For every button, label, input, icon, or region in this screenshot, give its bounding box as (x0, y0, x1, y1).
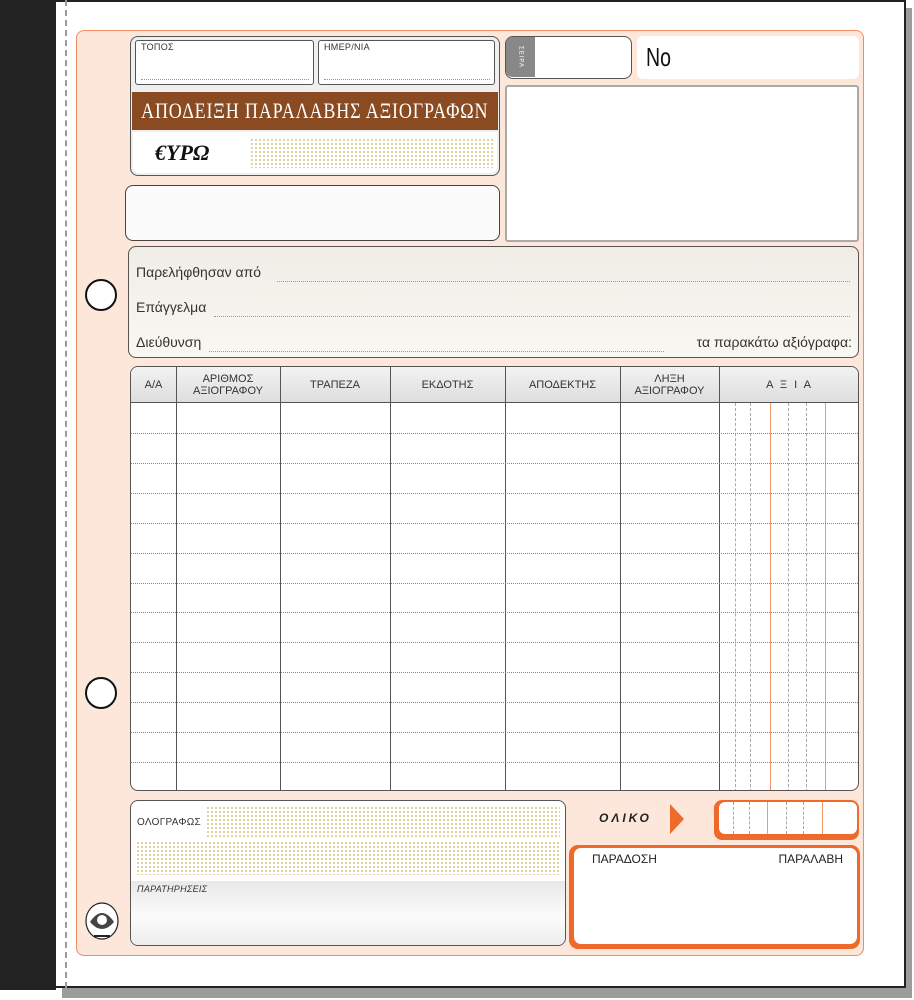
delivery-label: ΠΑΡΑΔΟΣΗ (592, 852, 657, 866)
series-label: ΣΕΙΡΑ (517, 46, 524, 68)
remarks-label: ΠΑΡΑΤΗΡΗΣΕΙΣ (137, 884, 208, 894)
in-words-label: ΟΛΟΓΡΑΦΩΣ (137, 817, 201, 828)
table-row-line (131, 702, 858, 703)
customer-stamp-box[interactable] (125, 185, 500, 241)
table-row-line (131, 583, 858, 584)
col-header-issuer: ΕΚΔΟΤΗΣ (421, 379, 474, 391)
received-from-field[interactable] (277, 281, 850, 282)
binder-hole-top (85, 279, 117, 311)
in-words-field-2[interactable] (136, 841, 560, 875)
company-info-box (505, 85, 859, 242)
following-label: τα παρακάτω αξιόγραφα: (696, 334, 852, 350)
total-subdivider (786, 802, 787, 834)
table-row-line (131, 493, 858, 494)
arrow-right-icon (670, 804, 684, 834)
col-divider (505, 367, 506, 790)
currency-label: €ΥΡΩ (155, 140, 210, 165)
publisher-logo-icon (84, 896, 120, 946)
table-row-line (131, 433, 858, 434)
table-header (131, 367, 858, 403)
binding-strip (0, 0, 56, 990)
perforation-line (65, 0, 67, 988)
total-subdivider (749, 802, 750, 834)
series-tab (506, 37, 535, 77)
date-line (324, 79, 490, 80)
col-divider (280, 367, 281, 790)
date-field[interactable] (318, 40, 495, 85)
received-from-label: Παρελήφθησαν από (136, 264, 262, 280)
col-header-expiry: ΛΗΞΗ ΑΞΙΟΓΡΑΦΟΥ (634, 373, 705, 397)
receipt-label: ΠΑΡΑΛΑΒΗ (778, 852, 843, 866)
recipient-block (128, 246, 859, 358)
table-row-line (131, 463, 858, 464)
securities-table (130, 366, 859, 791)
document-title: ΑΠΟΔΕΙΞΗ ΠΑΡΑΛΑΒΗΣ ΑΞΙΟΓΡΑΦΩΝ (141, 98, 489, 123)
col-header-aa: Α/Α (144, 379, 163, 391)
col-header-value: Α Ξ Ι Α (766, 379, 813, 391)
in-words-block (130, 800, 566, 946)
in-words-field-1[interactable] (206, 806, 560, 838)
address-field[interactable] (209, 351, 664, 352)
table-row-line (131, 523, 858, 524)
table-row-line (131, 732, 858, 733)
table-row-line (131, 612, 858, 613)
total-subdivider (803, 802, 804, 834)
table-row-line (131, 762, 858, 763)
number-label: No (646, 42, 671, 72)
signature-area[interactable] (574, 848, 857, 944)
total-decimal-divider (822, 802, 823, 834)
total-decimal-divider (767, 802, 768, 834)
col-header-recipient: ΑΠΟΔΕΚΤΗΣ (528, 379, 597, 391)
table-row-line (131, 672, 858, 673)
number-field[interactable] (637, 36, 859, 79)
profession-field[interactable] (214, 316, 850, 317)
binder-hole-bottom (85, 677, 117, 709)
address-label: Διεύθυνση (136, 334, 202, 350)
table-row-line (131, 642, 858, 643)
currency-area (133, 132, 497, 173)
date-label: ΗΜΕΡ/ΝΙΑ (324, 42, 370, 52)
remarks-area[interactable] (131, 881, 565, 946)
place-line (141, 79, 309, 80)
amount-field[interactable] (250, 138, 494, 168)
col-header-bank: ΤΡΑΠΕΖΑ (310, 379, 360, 391)
col-divider (719, 367, 720, 790)
place-label: ΤΟΠΟΣ (141, 42, 174, 52)
profession-label: Επάγγελμα (136, 299, 207, 315)
col-divider (176, 367, 177, 790)
total-subdivider (733, 802, 734, 834)
total-field[interactable] (719, 802, 857, 834)
col-divider (390, 367, 391, 790)
table-row-line (131, 553, 858, 554)
place-field[interactable] (135, 40, 314, 85)
title-band (132, 92, 498, 130)
series-field[interactable] (505, 36, 632, 79)
col-header-number: ΑΡΙΘΜΟΣ ΑΞΙΟΓΡΑΦΟΥ (192, 373, 263, 397)
col-divider (620, 367, 621, 790)
total-label: ΟΛΙΚΟ (599, 811, 652, 825)
